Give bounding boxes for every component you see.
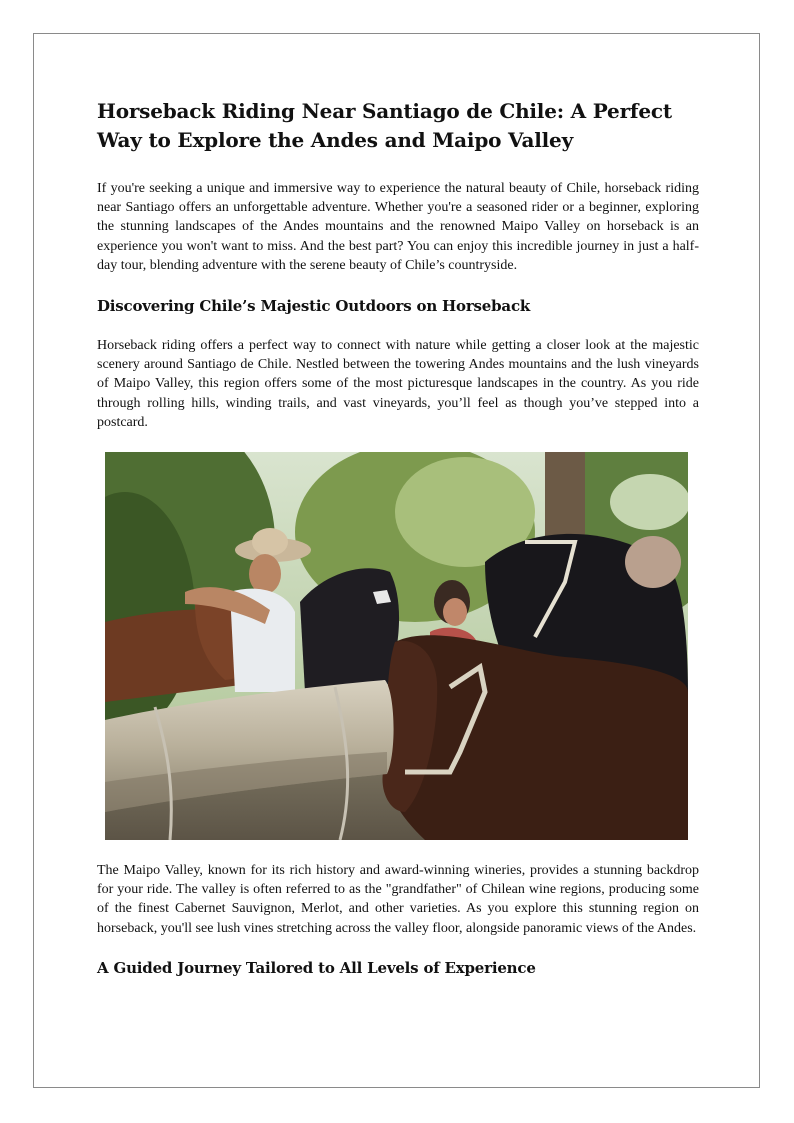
- girl-face: [443, 598, 467, 626]
- maipo-valley-paragraph: The Maipo Valley, known for its rich history and award-winning wineries, provides a stunning backdrop for your ride. The valley is often referred to as the "grandfather" of Chilean wine regions, producing some of the finest Cabernet Sauvignon, Merlot, and other varieties. As you explore this stunning region on horseback, you'll see lush vines stretching across the valley floor, alongside panoramic views of the Andes.: [97, 863, 699, 936]
- man-head: [249, 554, 281, 594]
- section-heading-guided-journey: A Guided Journey Tailored to All Levels of Experience: [97, 958, 536, 977]
- man-hat-crown: [252, 528, 288, 556]
- document-content: [97, 97, 699, 978]
- article-title: Horseback Riding Near Santiago de Chile: A Perfect Way to Explore the Andes and Maipo Valley: [97, 99, 672, 152]
- section-heading-outdoors: Discovering Chile’s Majestic Outdoors on Horseback: [97, 297, 531, 316]
- section-paragraph-outdoors: Horseback riding offers a perfect way to connect with nature while getting a closer look at the majestic scenery around Santiago de Chile. Nestled between the towering Andes mountains and the lush vineyards of Maipo Valley, this region offers some of the most picturesque landscapes in the country. As you ride through rolling hills, winding trails, and vast vineyards, you’ll feel as though you’ve stepped into a postcard.: [97, 338, 699, 430]
- horseback-photo: [105, 452, 688, 840]
- leaves-right: [610, 474, 688, 530]
- person-right-head: [625, 536, 681, 588]
- intro-paragraph: If you're seeking a unique and immersive way to experience the natural beauty of Chile, horseback riding near Santiago offers an unforgettable adventure. Whether you're a seasoned rider or a beginner, exploring the stunning landscapes of the Andes mountains and the renowned Maipo Valley on horseback is an experience you won't want to miss. And the best part? You can enjoy this incredible journey in just a half-day tour, blending adventure with the serene beauty of Chile’s countryside.: [97, 181, 699, 273]
